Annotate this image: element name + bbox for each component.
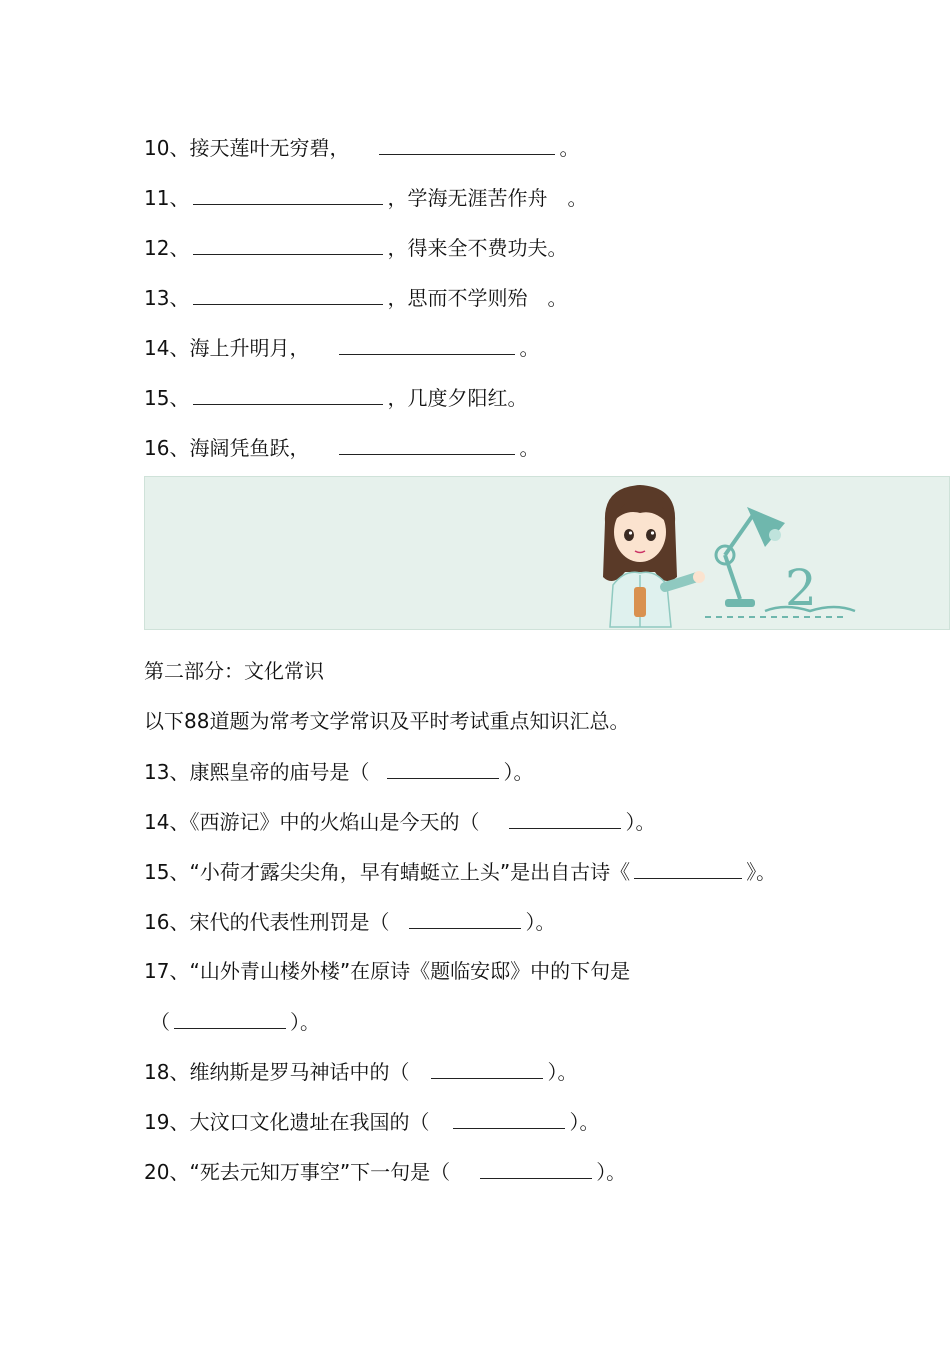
answer-blank[interactable] <box>193 284 383 305</box>
item-text-before: 海阔凭鱼跃， <box>189 436 310 460</box>
question-text: 维纳斯是罗马神话中的（ <box>189 1060 410 1084</box>
item-text-after: ，几度夕阳红。 <box>387 386 528 410</box>
answer-blank[interactable] <box>193 184 383 205</box>
answer-blank[interactable] <box>453 1108 565 1129</box>
question-text-after: ）。 <box>503 760 534 784</box>
question-text: 宋代的代表性刑罚是（ <box>189 910 390 934</box>
item-number: 16、 <box>144 436 190 460</box>
question-number: 15、 <box>144 860 190 884</box>
question-text-after: ）。 <box>596 1160 627 1184</box>
question-text-after: ）。 <box>569 1110 600 1134</box>
item-number: 15、 <box>144 386 190 410</box>
answer-blank[interactable] <box>339 334 515 355</box>
poem-item-16 <box>144 434 539 461</box>
answer-blank[interactable] <box>509 808 621 829</box>
item-text-after: ，学海无涯苦作舟 。 <box>387 186 588 210</box>
question-text-after: ）。 <box>290 1010 320 1034</box>
answer-blank[interactable] <box>379 134 555 155</box>
question-number: 20、 <box>144 1160 190 1184</box>
item-text-after: 。 <box>559 136 580 160</box>
question-number: 18、 <box>144 1060 190 1084</box>
answer-blank[interactable] <box>409 908 521 929</box>
question-number: 17、 <box>144 959 190 983</box>
question-17-answer-line <box>150 1008 320 1035</box>
item-text-after: ，思而不学则殆 。 <box>387 286 568 310</box>
question-text-after: ）。 <box>625 810 656 834</box>
item-number: 12、 <box>144 236 190 260</box>
question-text: “山外青山楼外楼”在原诗《题临安邸》中的下句是 <box>189 959 631 983</box>
poem-item-15 <box>144 384 527 411</box>
item-number: 10、 <box>144 136 190 160</box>
item-text-before: 海上升明月， <box>189 336 310 360</box>
poem-item-13 <box>144 284 567 311</box>
poem-item-11 <box>144 184 587 211</box>
question-16 <box>144 908 555 935</box>
question-17 <box>144 958 630 984</box>
poem-item-10 <box>144 134 579 161</box>
answer-blank[interactable] <box>193 384 383 405</box>
question-text-after: ）。 <box>525 910 556 934</box>
book-icon <box>755 477 875 631</box>
question-number: 19、 <box>144 1110 190 1134</box>
item-text-before: 接天莲叶无穷碧， <box>189 136 350 160</box>
question-14 <box>144 808 655 835</box>
poem-item-14 <box>144 334 539 361</box>
question-18 <box>144 1058 577 1085</box>
section-banner <box>144 476 950 630</box>
question-text-after: 》。 <box>746 860 777 884</box>
question-number: 13、 <box>144 760 190 784</box>
question-15 <box>144 858 776 885</box>
section-intro: 以下88道题为常考文学常识及平时考试重点知识汇总。 <box>144 709 630 733</box>
poem-item-12 <box>144 234 567 261</box>
question-text: 《西游记》中的火焰山是今天的（ <box>189 810 480 834</box>
answer-blank[interactable] <box>634 858 742 879</box>
answer-blank[interactable] <box>431 1058 543 1079</box>
question-text-after: ）。 <box>547 1060 578 1084</box>
question-text: 康熙皇帝的庙号是（ <box>189 760 370 784</box>
question-number: 14、 <box>144 810 190 834</box>
item-text-after: ，得来全不费功夫。 <box>387 236 568 260</box>
question-text: “死去元知万事空”下一句是（ <box>189 1160 451 1184</box>
question-19 <box>144 1108 599 1135</box>
item-text-after: 。 <box>519 436 540 460</box>
question-text: 大汶口文化遗址在我国的（ <box>189 1110 430 1134</box>
item-number: 11、 <box>144 186 190 210</box>
answer-blank[interactable] <box>193 234 383 255</box>
answer-blank[interactable] <box>174 1008 286 1029</box>
question-number: 16、 <box>144 910 190 934</box>
question-text: “小荷才露尖尖角，早有蜻蜓立上头”是出自古诗《 <box>189 860 631 884</box>
banner-number: 2 <box>785 559 817 617</box>
item-number: 14、 <box>144 336 190 360</box>
item-number: 13、 <box>144 286 190 310</box>
question-text: （ <box>150 1010 170 1034</box>
answer-blank[interactable] <box>387 758 499 779</box>
item-text-after: 。 <box>519 336 540 360</box>
question-13 <box>144 758 533 785</box>
answer-blank[interactable] <box>480 1158 592 1179</box>
question-20 <box>144 1158 626 1185</box>
answer-blank[interactable] <box>339 434 515 455</box>
section-heading: 第二部分：文化常识 <box>144 659 324 683</box>
